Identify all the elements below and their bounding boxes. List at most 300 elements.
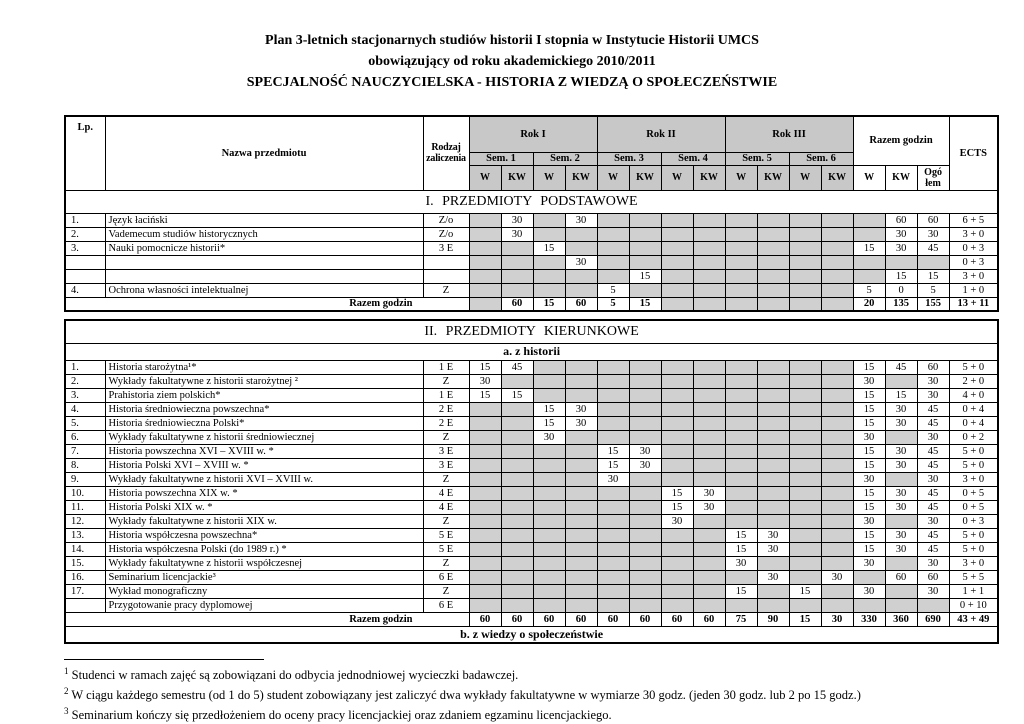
semester-hours-cell — [501, 500, 533, 514]
total-hours-cell — [885, 255, 917, 269]
semester-hours-cell — [757, 283, 789, 297]
row-number: 6. — [65, 430, 105, 444]
header-overall-bottom: łem — [925, 177, 941, 189]
header-w: W — [661, 165, 693, 190]
semester-hours-cell — [725, 402, 757, 416]
semester-hours-cell — [725, 269, 757, 283]
semester-hours-cell — [693, 458, 725, 472]
total-hours-cell: 30 — [885, 542, 917, 556]
semester-hours-cell — [757, 514, 789, 528]
table-row — [65, 472, 998, 486]
total-hours-cell — [885, 514, 917, 528]
ects-cell: 3 + 0 — [949, 227, 998, 241]
total-hours-cell: 15 — [853, 402, 885, 416]
semester-hours-cell — [597, 570, 629, 584]
semester-hours-cell — [789, 241, 821, 255]
total-hours-cell: 30 — [885, 227, 917, 241]
semester-hours-cell — [629, 388, 661, 402]
header-assessment-type: Rodzaj zaliczenia — [423, 116, 469, 190]
semester-hours-cell — [629, 430, 661, 444]
semester-hours-cell — [661, 374, 693, 388]
semester-hours-cell — [469, 514, 501, 528]
study-plan-table-major-subjects — [64, 319, 999, 644]
total-hours-cell: 30 — [885, 500, 917, 514]
total-hours-cell: 45 — [917, 402, 949, 416]
semester-hours-cell — [789, 430, 821, 444]
semester-hours-cell — [469, 528, 501, 542]
semester-hours-cell — [725, 213, 757, 227]
semester-hours-cell — [693, 360, 725, 374]
semester-hours-cell — [629, 542, 661, 556]
row-number: 10. — [65, 486, 105, 500]
section-total-row — [65, 612, 998, 626]
semester-hours-cell — [789, 227, 821, 241]
semester-hours-cell — [789, 458, 821, 472]
semester-hours-cell: 30 — [501, 213, 533, 227]
total-hours-cell: 30 — [917, 388, 949, 402]
semester-hours-cell — [661, 297, 693, 311]
semester-hours-cell — [821, 213, 853, 227]
semester-hours-cell — [725, 430, 757, 444]
total-hours-cell — [853, 598, 885, 612]
semester-hours-cell — [661, 255, 693, 269]
semester-hours-cell: 30 — [693, 500, 725, 514]
semester-hours-cell — [789, 255, 821, 269]
semester-hours-cell — [693, 388, 725, 402]
ects-cell: 0 + 3 — [949, 514, 998, 528]
semester-hours-cell — [501, 528, 533, 542]
semester-hours-cell — [693, 416, 725, 430]
semester-hours-cell: 30 — [757, 528, 789, 542]
header-kw: KW — [629, 165, 661, 190]
semester-hours-cell — [597, 374, 629, 388]
subject-name: Historia współczesna Polski (do 1989 r.) * — [105, 542, 423, 556]
semester-hours-cell — [533, 388, 565, 402]
total-hours-cell: 45 — [917, 500, 949, 514]
total-hours-cell — [885, 374, 917, 388]
semester-hours-cell: 15 — [533, 416, 565, 430]
semester-hours-cell — [693, 514, 725, 528]
header-w: W — [725, 165, 757, 190]
semester-hours-cell — [661, 556, 693, 570]
semester-hours-cell — [565, 227, 597, 241]
footnote-1-marker: 1 — [64, 666, 69, 676]
semester-hours-cell: 30 — [661, 514, 693, 528]
semester-hours-cell — [629, 528, 661, 542]
semester-hours-cell — [725, 388, 757, 402]
semester-hours-cell — [789, 213, 821, 227]
ects-cell: 5 + 0 — [949, 360, 998, 374]
semester-hours-cell — [565, 388, 597, 402]
semester-hours-cell — [661, 444, 693, 458]
semester-hours-cell — [533, 570, 565, 584]
footnote-3 — [64, 705, 1024, 724]
total-hours-cell — [885, 584, 917, 598]
semester-hours-cell: 15 — [533, 297, 565, 311]
ects-cell: 3 + 0 — [949, 472, 998, 486]
header-total-overall — [917, 165, 949, 190]
semester-hours-cell — [693, 269, 725, 283]
semester-hours-cell — [501, 444, 533, 458]
assessment-type: 3 E — [423, 444, 469, 458]
total-hours-cell: 60 — [917, 570, 949, 584]
assessment-type: Z — [423, 283, 469, 297]
footnote-1-text: Studenci w ramach zajęć są zobowiązani do odbycia jednodniowej wycieczki badawczej. — [71, 668, 519, 683]
row-number: 4. — [65, 283, 105, 297]
total-hours-cell: 15 — [853, 388, 885, 402]
semester-hours-cell — [661, 528, 693, 542]
semester-hours-cell: 15 — [725, 542, 757, 556]
semester-hours-cell — [789, 486, 821, 500]
row-number: 12. — [65, 514, 105, 528]
semester-hours-cell — [693, 227, 725, 241]
section-title-row — [65, 190, 998, 213]
ects-cell: 2 + 0 — [949, 374, 998, 388]
title-line-3: SPECJALNOŚĆ NAUCZYCIELSKA - HISTORIA Z WIEDZĄ O SPOŁECZEŃSTWIE — [246, 75, 778, 90]
semester-hours-cell: 15 — [469, 388, 501, 402]
semester-hours-cell — [757, 213, 789, 227]
total-hours-cell: 30 — [885, 416, 917, 430]
table-row — [65, 388, 998, 402]
semester-hours-cell — [533, 213, 565, 227]
ects-cell: 5 + 0 — [949, 444, 998, 458]
table-row — [65, 486, 998, 500]
assessment-type: 6 E — [423, 570, 469, 584]
semester-hours-cell: 15 — [597, 458, 629, 472]
semester-hours-cell — [597, 416, 629, 430]
semester-hours-cell — [501, 472, 533, 486]
semester-hours-cell: 60 — [661, 612, 693, 626]
total-hours-cell: 330 — [853, 612, 885, 626]
semester-hours-cell: 30 — [501, 227, 533, 241]
title-line-1: Plan 3-letnich stacjonarnych studiów historii I stopnia w Instytucie Historii UMCS — [265, 33, 759, 48]
total-hours-cell — [853, 213, 885, 227]
semester-hours-cell: 15 — [661, 500, 693, 514]
semester-hours-cell — [821, 241, 853, 255]
semester-hours-cell — [693, 374, 725, 388]
semester-hours-cell — [661, 213, 693, 227]
total-hours-cell: 30 — [853, 584, 885, 598]
assessment-type: 4 E — [423, 500, 469, 514]
semester-hours-cell: 15 — [725, 528, 757, 542]
semester-hours-cell — [501, 542, 533, 556]
semester-hours-cell — [693, 598, 725, 612]
row-number: 1. — [65, 360, 105, 374]
semester-hours-cell — [693, 570, 725, 584]
header-kw: KW — [821, 165, 853, 190]
ects-cell: 5 + 0 — [949, 542, 998, 556]
semester-hours-cell — [757, 472, 789, 486]
total-hours-cell: 45 — [917, 528, 949, 542]
total-hours-cell: 30 — [885, 528, 917, 542]
semester-hours-cell — [533, 269, 565, 283]
semester-hours-cell — [757, 556, 789, 570]
subsection-title-row — [65, 343, 998, 360]
semester-hours-cell — [565, 374, 597, 388]
header-kw: KW — [757, 165, 789, 190]
semester-hours-cell — [501, 374, 533, 388]
semester-hours-cell — [469, 458, 501, 472]
table-row — [65, 360, 998, 374]
semester-hours-cell — [597, 528, 629, 542]
footnote-3-text: Seminarium kończy się przedłożeniem do oceny pracy licencjackiej oraz zdaniem egzaminu licencjackiego. — [71, 707, 612, 722]
semester-hours-cell — [629, 360, 661, 374]
semester-hours-cell — [597, 269, 629, 283]
document-title — [0, 0, 1024, 93]
ects-cell: 1 + 0 — [949, 283, 998, 297]
semester-hours-cell: 30 — [565, 402, 597, 416]
assessment-type — [423, 255, 469, 269]
semester-hours-cell — [597, 598, 629, 612]
row-number — [65, 269, 105, 283]
semester-hours-cell — [533, 227, 565, 241]
semester-hours-cell — [469, 227, 501, 241]
semester-hours-cell: 60 — [693, 612, 725, 626]
semester-hours-cell — [629, 374, 661, 388]
semester-hours-cell: 60 — [597, 612, 629, 626]
header-kw: KW — [565, 165, 597, 190]
header-sem-3: Sem. 3 — [597, 152, 661, 165]
table-row — [65, 374, 998, 388]
semester-hours-cell — [469, 584, 501, 598]
semester-hours-cell — [629, 227, 661, 241]
semester-hours-cell — [821, 297, 853, 311]
semester-hours-cell — [661, 584, 693, 598]
total-hours-cell: 30 — [885, 444, 917, 458]
ects-cell: 0 + 2 — [949, 430, 998, 444]
row-number: 11. — [65, 500, 105, 514]
semester-hours-cell: 60 — [533, 612, 565, 626]
subject-name — [105, 269, 423, 283]
total-row-label: Razem godzin — [65, 612, 469, 626]
table-row — [65, 416, 998, 430]
semester-hours-cell — [597, 402, 629, 416]
semester-hours-cell — [821, 360, 853, 374]
row-number: 4. — [65, 402, 105, 416]
table-row — [65, 542, 998, 556]
semester-hours-cell — [725, 486, 757, 500]
semester-hours-cell — [533, 500, 565, 514]
total-hours-cell: 360 — [885, 612, 917, 626]
semester-hours-cell — [565, 570, 597, 584]
assessment-type: 5 E — [423, 528, 469, 542]
semester-hours-cell — [789, 388, 821, 402]
total-hours-cell — [917, 598, 949, 612]
semester-hours-cell — [533, 255, 565, 269]
semester-hours-cell — [789, 570, 821, 584]
table-row — [65, 255, 998, 269]
table-row — [65, 500, 998, 514]
semester-hours-cell — [597, 255, 629, 269]
header-total-hours: Razem godzin — [853, 116, 949, 165]
ects-cell: 0 + 4 — [949, 402, 998, 416]
subject-name: Przygotowanie pracy dyplomowej — [105, 598, 423, 612]
header-sem-1: Sem. 1 — [469, 152, 533, 165]
subject-name: Wykłady fakultatywne z historii XIX w. — [105, 514, 423, 528]
semester-hours-cell — [725, 360, 757, 374]
assessment-type: Z — [423, 584, 469, 598]
semester-hours-cell — [789, 444, 821, 458]
semester-hours-cell — [469, 598, 501, 612]
semester-hours-cell — [661, 360, 693, 374]
semester-hours-cell — [501, 402, 533, 416]
semester-hours-cell — [533, 528, 565, 542]
semester-hours-cell — [661, 458, 693, 472]
total-hours-cell: 30 — [853, 374, 885, 388]
semester-hours-cell — [565, 556, 597, 570]
subsection-title-row — [65, 626, 998, 643]
semester-hours-cell — [789, 472, 821, 486]
semester-hours-cell — [533, 374, 565, 388]
header-kw: KW — [501, 165, 533, 190]
subsection-a-title: a. z historii — [65, 343, 998, 360]
assessment-type: 3 E — [423, 241, 469, 255]
subject-name: Wykłady fakultatywne z historii starożytnej ² — [105, 374, 423, 388]
semester-hours-cell: 30 — [629, 458, 661, 472]
semester-hours-cell — [597, 241, 629, 255]
semester-hours-cell — [597, 556, 629, 570]
subject-name: Historia współczesna powszechna* — [105, 528, 423, 542]
semester-hours-cell: 60 — [501, 612, 533, 626]
semester-hours-cell — [469, 542, 501, 556]
semester-hours-cell — [789, 556, 821, 570]
semester-hours-cell — [501, 241, 533, 255]
semester-hours-cell — [533, 598, 565, 612]
semester-hours-cell — [821, 458, 853, 472]
header-sem-5: Sem. 5 — [725, 152, 789, 165]
semester-hours-cell — [629, 584, 661, 598]
table-row — [65, 514, 998, 528]
ects-cell: 13 + 11 — [949, 297, 998, 311]
semester-hours-cell — [725, 444, 757, 458]
header-total-kw: KW — [885, 165, 917, 190]
table-row — [65, 402, 998, 416]
study-plan-table-basic-subjects — [64, 115, 999, 312]
subject-name — [105, 255, 423, 269]
subsection-b-title: b. z wiedzy o społeczeństwie — [65, 626, 998, 643]
semester-hours-cell — [821, 472, 853, 486]
semester-hours-cell — [821, 402, 853, 416]
semester-hours-cell — [661, 402, 693, 416]
semester-hours-cell: 30 — [821, 570, 853, 584]
semester-hours-cell — [725, 227, 757, 241]
semester-hours-cell — [501, 416, 533, 430]
footnote-2 — [64, 685, 1024, 705]
semester-hours-cell — [821, 269, 853, 283]
semester-hours-cell: 15 — [533, 241, 565, 255]
semester-hours-cell — [789, 500, 821, 514]
subject-name: Ochrona własności intelektualnej — [105, 283, 423, 297]
semester-hours-cell — [725, 570, 757, 584]
total-hours-cell: 135 — [885, 297, 917, 311]
semester-hours-cell — [533, 542, 565, 556]
semester-hours-cell — [789, 402, 821, 416]
section-1-title: I. PRZEDMIOTY PODSTAWOWE — [65, 190, 998, 213]
semester-hours-cell — [725, 514, 757, 528]
total-hours-cell: 30 — [853, 514, 885, 528]
semester-hours-cell: 60 — [469, 612, 501, 626]
semester-hours-cell — [565, 269, 597, 283]
subject-name: Historia średniowieczna powszechna* — [105, 402, 423, 416]
semester-hours-cell — [725, 458, 757, 472]
semester-hours-cell — [693, 556, 725, 570]
semester-hours-cell — [469, 297, 501, 311]
semester-hours-cell — [501, 514, 533, 528]
total-hours-cell: 15 — [853, 486, 885, 500]
section-total-row — [65, 297, 998, 311]
semester-hours-cell — [693, 283, 725, 297]
semester-hours-cell — [597, 360, 629, 374]
semester-hours-cell — [661, 472, 693, 486]
total-hours-cell: 15 — [885, 269, 917, 283]
subject-name: Nauki pomocnicze historii* — [105, 241, 423, 255]
assessment-type: 6 E — [423, 598, 469, 612]
semester-hours-cell — [661, 542, 693, 556]
semester-hours-cell — [821, 416, 853, 430]
header-sem-6: Sem. 6 — [789, 152, 853, 165]
ects-cell: 0 + 4 — [949, 416, 998, 430]
subject-name: Wykład monograficzny — [105, 584, 423, 598]
total-hours-cell: 30 — [853, 556, 885, 570]
semester-hours-cell — [661, 388, 693, 402]
row-number: 15. — [65, 556, 105, 570]
semester-hours-cell — [469, 556, 501, 570]
ects-cell: 0 + 5 — [949, 486, 998, 500]
semester-hours-cell: 30 — [597, 472, 629, 486]
total-hours-cell: 15 — [917, 269, 949, 283]
semester-hours-cell — [501, 556, 533, 570]
semester-hours-cell — [629, 255, 661, 269]
semester-hours-cell — [757, 444, 789, 458]
row-number: 2. — [65, 227, 105, 241]
table-row — [65, 213, 998, 227]
semester-hours-cell — [533, 360, 565, 374]
semester-hours-cell — [661, 283, 693, 297]
total-hours-cell: 5 — [853, 283, 885, 297]
semester-hours-cell — [789, 528, 821, 542]
row-number: 2. — [65, 374, 105, 388]
semester-hours-cell: 15 — [629, 297, 661, 311]
total-hours-cell: 45 — [917, 444, 949, 458]
total-hours-cell: 30 — [917, 430, 949, 444]
row-number: 3. — [65, 241, 105, 255]
semester-hours-cell: 15 — [469, 360, 501, 374]
header-total-w: W — [853, 165, 885, 190]
semester-hours-cell: 15 — [789, 584, 821, 598]
subject-name: Wykłady fakultatywne z historii współczesnej — [105, 556, 423, 570]
assessment-type: Z — [423, 374, 469, 388]
semester-hours-cell — [757, 486, 789, 500]
semester-hours-cell: 15 — [789, 612, 821, 626]
subject-name: Prahistoria ziem polskich* — [105, 388, 423, 402]
table-row — [65, 458, 998, 472]
ects-cell: 6 + 5 — [949, 213, 998, 227]
semester-hours-cell — [757, 416, 789, 430]
semester-hours-cell — [821, 542, 853, 556]
ects-cell: 43 + 49 — [949, 612, 998, 626]
semester-hours-cell — [789, 514, 821, 528]
semester-hours-cell: 60 — [565, 297, 597, 311]
semester-hours-cell — [629, 283, 661, 297]
total-hours-cell: 15 — [853, 458, 885, 472]
table-row — [65, 269, 998, 283]
semester-hours-cell: 15 — [501, 388, 533, 402]
total-hours-cell: 15 — [853, 444, 885, 458]
total-hours-cell: 30 — [917, 472, 949, 486]
semester-hours-cell — [597, 500, 629, 514]
table-header — [65, 116, 998, 190]
section-title-row — [65, 320, 998, 343]
